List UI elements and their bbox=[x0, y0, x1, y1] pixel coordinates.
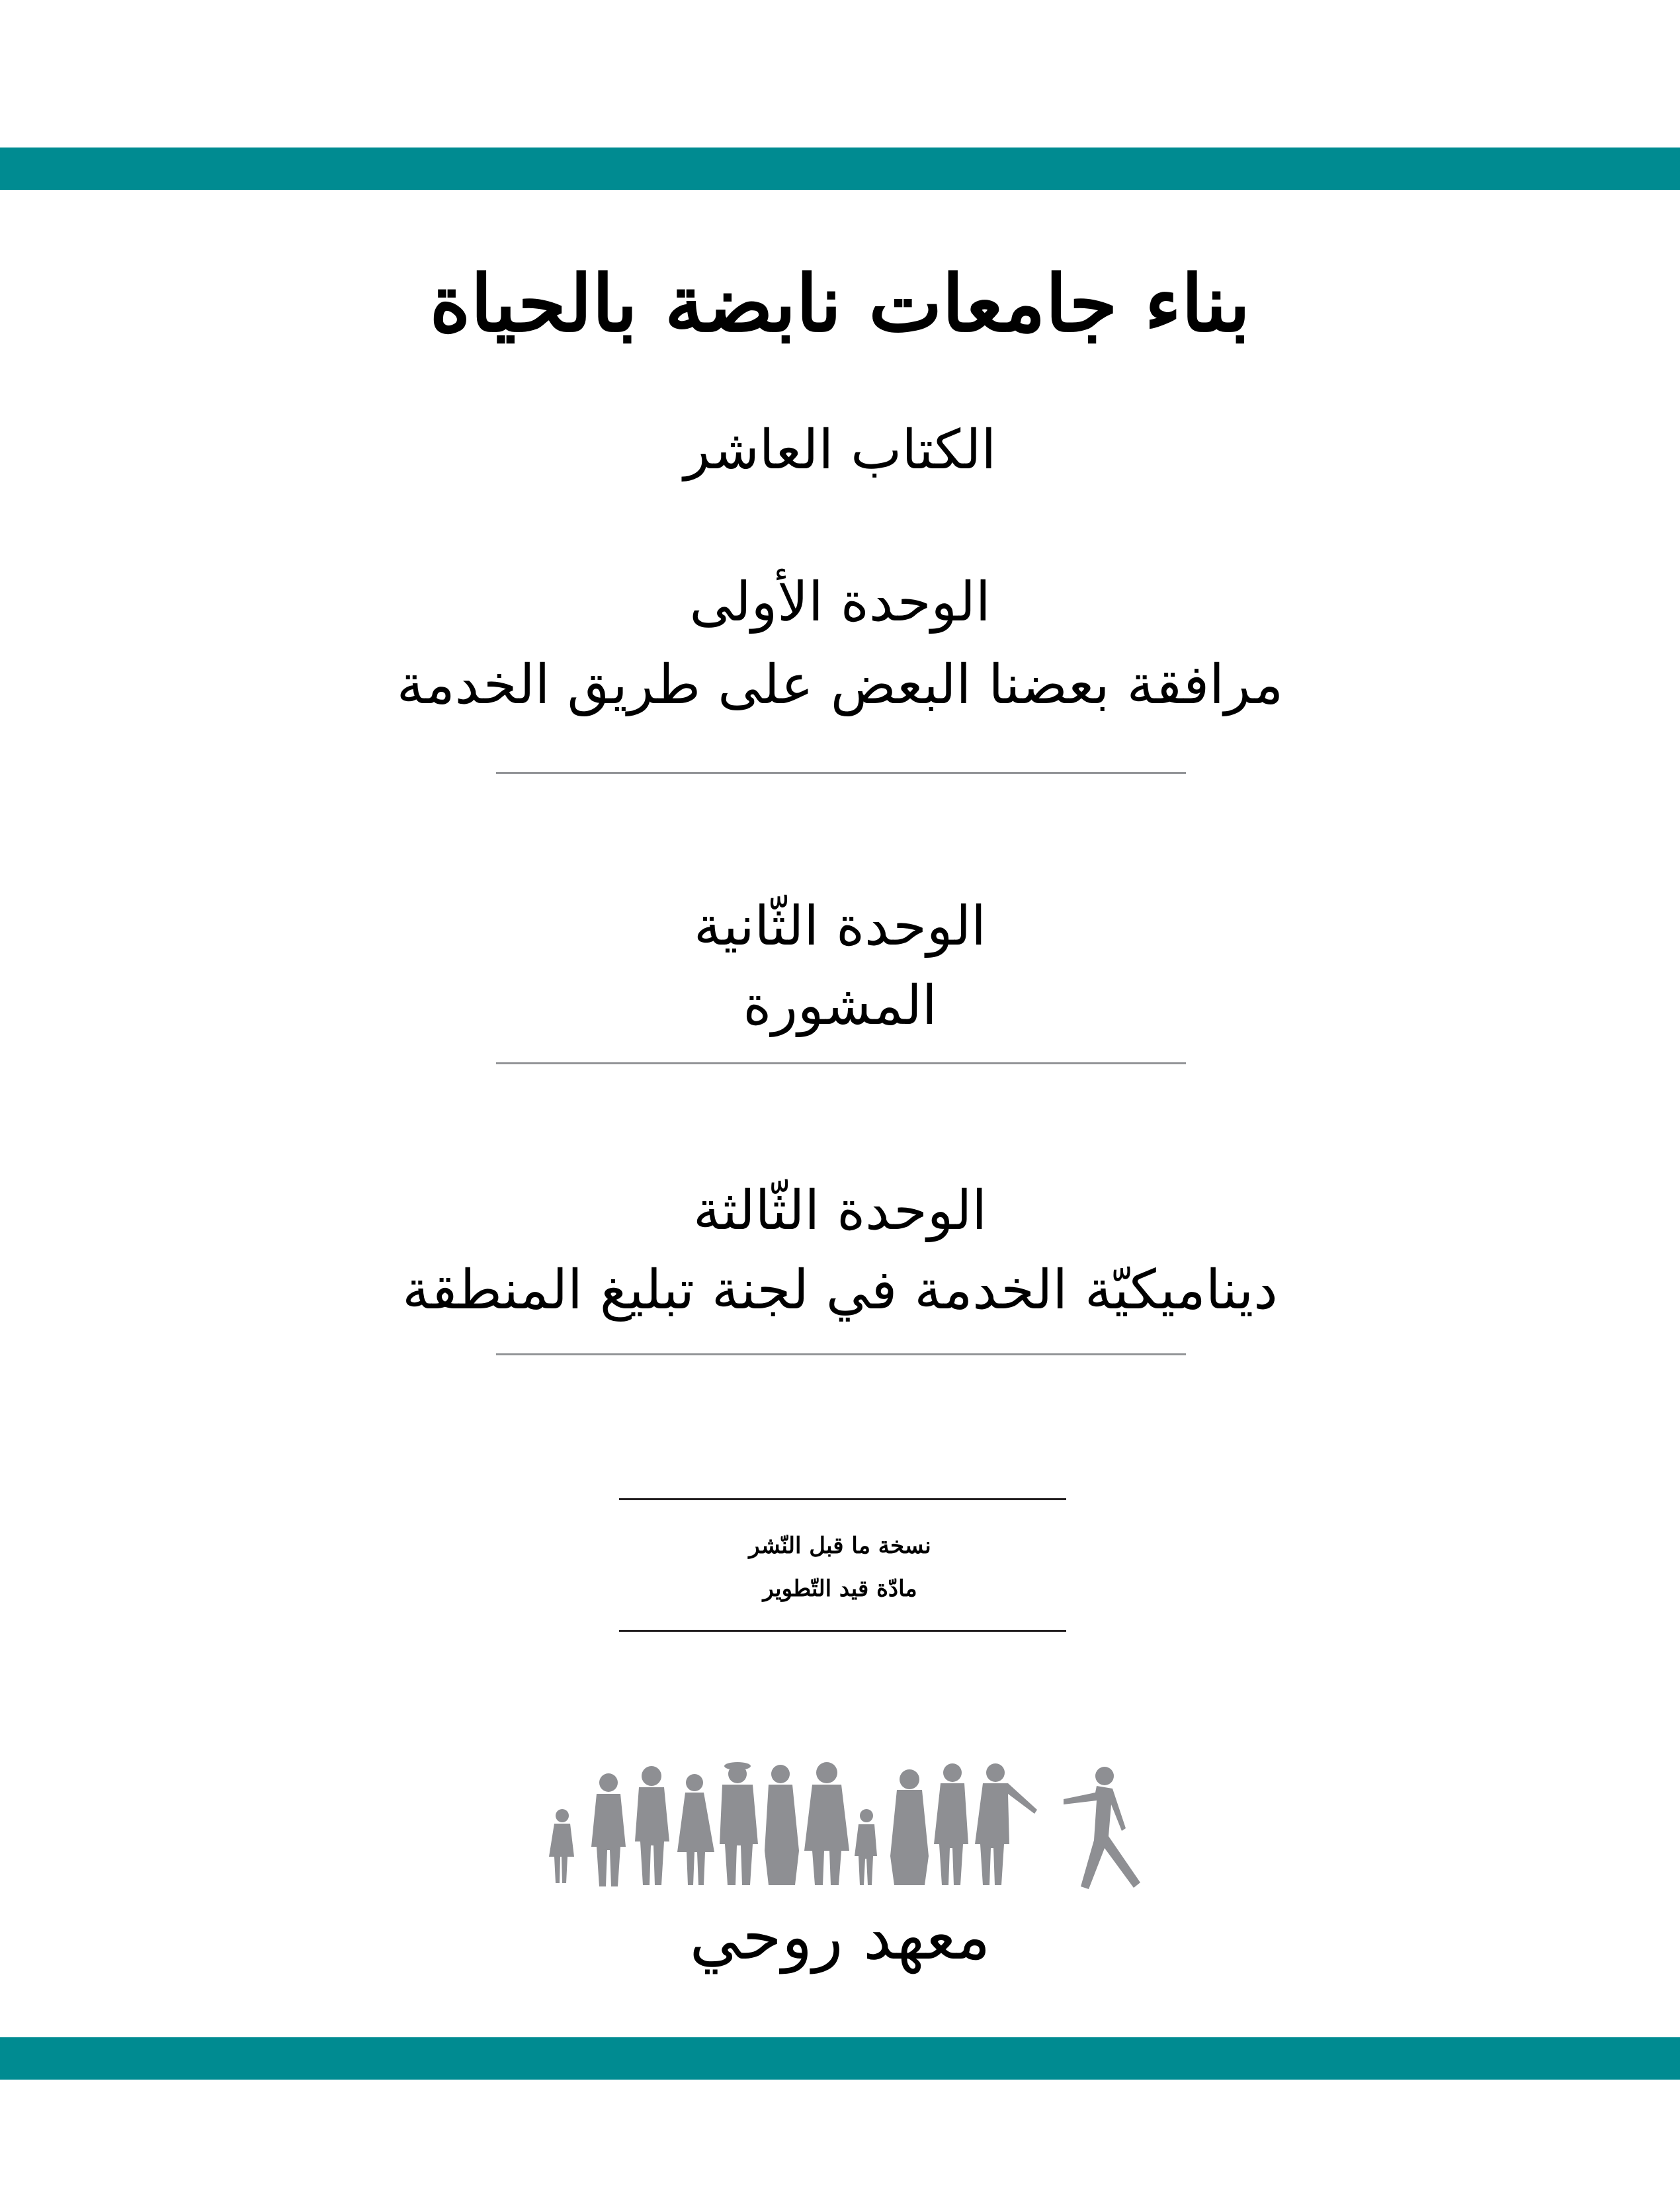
unit-1-label: الوحدة الأولى bbox=[689, 571, 991, 634]
unit-2-separator bbox=[496, 1062, 1186, 1064]
unit-3-separator bbox=[496, 1353, 1186, 1355]
unit-2-name: المشورة bbox=[743, 974, 937, 1037]
notice-line-1: نسخة ما قبل النّشر bbox=[749, 1533, 931, 1559]
notice-bottom-rule bbox=[619, 1630, 1066, 1632]
notice-line-2: مادّة قيد التّطوير bbox=[763, 1576, 917, 1602]
footer-band bbox=[0, 2037, 1680, 2080]
header-band bbox=[0, 148, 1680, 190]
people-silhouettes-icon bbox=[536, 1746, 1164, 1892]
unit-3-label: الوحدة الثّالثة bbox=[693, 1179, 987, 1242]
unit-1-name: مرافقة بعضنا البعض على طريق الخدمة bbox=[396, 654, 1284, 716]
notice-top-rule bbox=[619, 1498, 1066, 1500]
publisher-name: معهد روحي bbox=[689, 1900, 991, 1974]
unit-1-separator bbox=[496, 772, 1186, 774]
cover-title: بناء جامعات نابضة بالحياة bbox=[429, 257, 1251, 349]
book-number: الكتاب العاشر bbox=[683, 419, 997, 482]
unit-2-label: الوحدة الثّانية bbox=[694, 895, 986, 958]
unit-3-name: ديناميكيّة الخدمة في لجنة تبليغ المنطقة bbox=[402, 1259, 1278, 1322]
